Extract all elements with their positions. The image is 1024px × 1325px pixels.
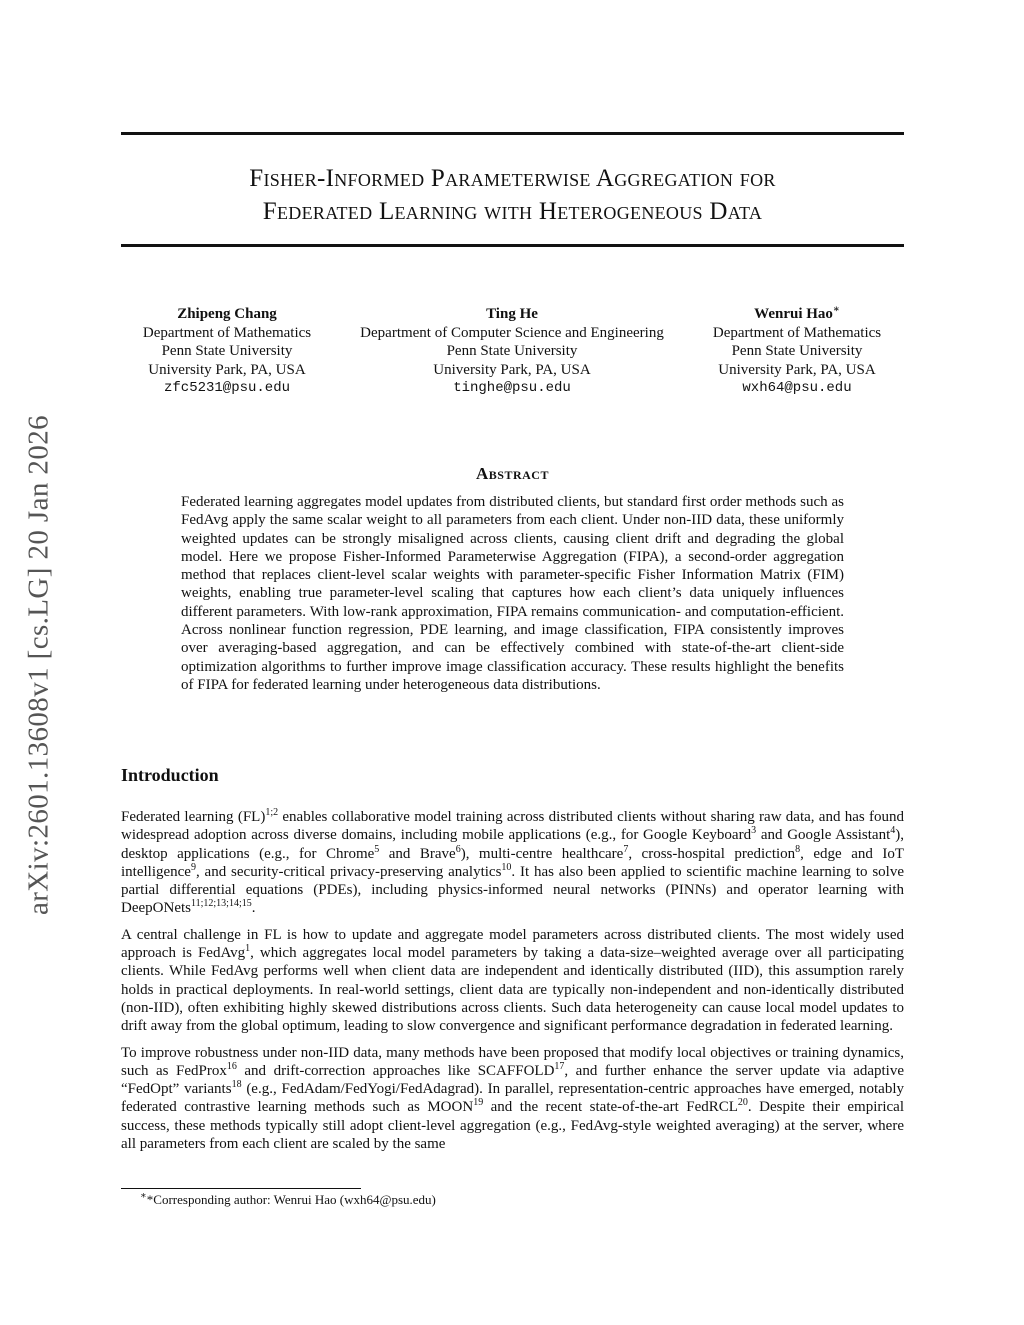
author-address: University Park, PA, USA	[718, 361, 876, 378]
author-university: Penn State University	[161, 343, 293, 359]
abstract-text: Federated learning aggregates model updates from distributed clients, but standard first order methods such as FedAvg apply the same scalar weight to all parameters from each client. Under non-IID data, these uniformly weighted updates can be strongly misaligned across clients, causing client drift and degrading the global model. Here we propose Fisher-Informed Parameterwise Aggregation (FIPA), a second-order aggregation method that replaces client-level scalar weights with parameter-specific Fisher Information Matrix (FIM) weights, enabling true parameter-level scaling that captures how each client’s data uniquely influences different parameters. With low-rank approximation, FIPA remains communication- and computation-efficient. Across nonlinear function regression, PDE learning, and image classification, FIPA consistently improves over averaging-based aggregation, and can be effectively combined with state-of-the-art client-side optimization algorithms to further improve image classification accuracy. These results highlight the benefits of FIPA for federated learning under heterogeneous data distributions.	[181, 494, 844, 693]
citation: 19	[473, 1097, 484, 1109]
citation: 20	[737, 1097, 748, 1109]
author-university: Penn State University	[446, 343, 578, 359]
abstract-heading: Abstract	[476, 464, 549, 483]
corresponding-mark: ∗	[832, 304, 840, 315]
citation: 9	[190, 861, 196, 873]
footnote-text: *Corresponding author: Wenrui Hao (wxh64@psu.edu)	[146, 1192, 436, 1207]
title-line-2: Federated Learning with Heterogeneous Data	[262, 198, 763, 225]
title-rule-top	[121, 132, 904, 135]
citation: 1	[245, 943, 251, 955]
citation: 6	[455, 843, 461, 855]
footnote-mark: ∗	[140, 1190, 147, 1202]
author-email: zfc5231@psu.edu	[163, 380, 291, 396]
arxiv-stamp: arXiv:2601.13608v1 [cs.LG] 20 Jan 2026	[22, 414, 55, 916]
paragraph: A central challenge in FL is how to update and aggregate model parameters across distributed clients. The most widely used approach is FedAvg$^1$, which aggregates local model parameters by taking a data-size–weighted average over all participating clients. While FedAvg performs well when client data are independent and identically distributed (IID), this assumption rarely holds in practical deployments. In real-world settings, client data are typically non-independent and non-identically distributed (non-IID), often exhibiting highly skewed distributions across clients. Such data heterogeneity can cause local model updates to drift away from the global optimum, leading to slow convergence and significant performance degradation in federated learning.	[121, 926, 904, 1035]
title-rule-bottom	[121, 244, 904, 247]
citation: 7	[623, 843, 629, 855]
paper-title	[121, 162, 904, 228]
citation: 3	[751, 825, 757, 837]
author-university: Penn State University	[731, 343, 863, 359]
citation: 17	[554, 1060, 565, 1072]
citation: 8	[795, 843, 801, 855]
author-address: University Park, PA, USA	[433, 361, 591, 378]
author-block	[143, 305, 311, 398]
title-line-1: Fisher-Informed Parameterwise Aggregation for	[249, 165, 776, 192]
paragraph: To improve robustness under non-IID data, many methods have been proposed that modify local objectives or training dynamics, such as FedProx$^{16}$ and drift-correction approaches like SCAFFOLD$^{17}$, and further enhance the server update via adaptive “FedOpt” variants$^{18}$ (e.g., FedAdam/FedYogi/FedAdagrad). In parallel, representation-centric approaches have emerged, notably federated contrastive learning methods such as MOON$^{19}$ and the recent state-of-the-art FedRCL$^{20}$. Despite their empirical success, these methods typically still adopt client-level aggregation (e.g., FedAvg-style weighted averaging) at the server, where all parameters from each client are scaled by the same	[121, 1044, 905, 1153]
citation: 5	[374, 843, 380, 855]
author-department: Department of Computer Science and Engineering	[360, 324, 664, 341]
author-department: Department of Mathematics	[712, 324, 882, 341]
author-name: Wenrui Hao∗	[754, 304, 840, 322]
author-name: Zhipeng Chang	[177, 306, 277, 322]
footnote-rule	[121, 1188, 361, 1189]
footnote	[140, 1192, 436, 1208]
section-heading-introduction: Introduction	[121, 765, 219, 785]
paragraph: Federated learning (FL)$^{1;2}$ enables collaborative model training across distributed clients without sharing raw data, and has found widespread adoption across diverse domains, including mobile applications (e.g., for Google Keyboard$^3$ and Google Assistant$^4$), desktop applications (e.g., for Chrome$^5$ and Brave$^6$), multi-centre healthcare$^7$, cross-hospital prediction$^8$, edge and IoT intelligence$^9$, and security-critical privacy-preserving analytics$^{10}$. It has also been applied to scientific machine learning to solve partial differential equations (PDEs), including physics-informed neural networks (PINNs) and operator learning with DeepONets$^{11;12;13;14;15}$.	[121, 807, 904, 917]
citation: 18	[231, 1079, 242, 1091]
citation: 16	[226, 1060, 237, 1072]
author-email: wxh64@psu.edu	[742, 380, 852, 396]
author-address: University Park, PA, USA	[148, 361, 306, 378]
citation: 4	[890, 825, 896, 837]
author-email: tinghe@psu.edu	[453, 380, 571, 396]
citation: 1;2	[265, 807, 279, 818]
author-department: Department of Mathematics	[142, 324, 312, 341]
author-block	[360, 305, 664, 398]
citation: 11;12;13;14;15	[190, 898, 252, 910]
citation: 10	[501, 861, 512, 873]
author-name: Ting He	[486, 306, 538, 322]
author-block	[713, 305, 881, 398]
introduction-body	[121, 808, 904, 1161]
